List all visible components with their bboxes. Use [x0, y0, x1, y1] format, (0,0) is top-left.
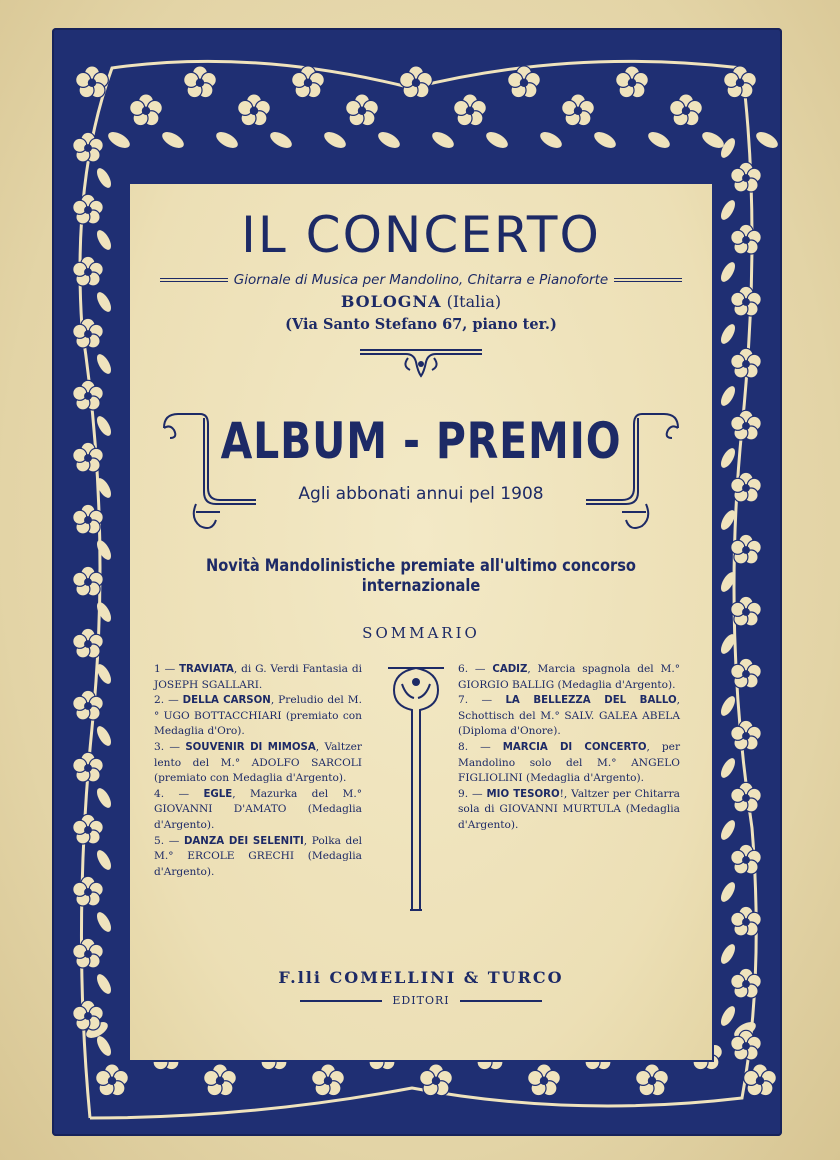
contents-column-right — [458, 662, 680, 834]
entry-number: 1 — — [154, 663, 180, 675]
contents-entry — [154, 834, 362, 881]
entry-description: , Polka del M.° ERCOLE GRECHI (Medaglia d'Argento). — [154, 834, 362, 878]
entry-description: , Valtzer lento del M.° ADOLFO SARCOLI (premiato con Medaglia d'Argento). — [154, 740, 362, 785]
rule-right — [614, 278, 682, 282]
entry-title: DELLA CARSON — [182, 695, 271, 707]
album-premio-block — [160, 408, 682, 538]
column-ornament-icon — [384, 662, 448, 914]
entry-title: LA BELLEZZA DEL BALLO — [505, 695, 677, 707]
entry-number: 7. — — [458, 694, 506, 707]
entry-number: 9. — — [458, 787, 487, 800]
country: (Italia) — [446, 292, 502, 311]
publisher-role-row — [300, 994, 542, 1007]
contents-entry — [154, 787, 362, 834]
contents-entry — [154, 740, 362, 787]
entry-title: DANZA DEI SELENITI — [183, 835, 304, 847]
contents-entry — [458, 662, 680, 693]
city: BOLOGNA — [340, 292, 442, 311]
contents-entry — [154, 693, 362, 740]
album-title: ALBUM - PREMIO — [220, 412, 622, 470]
city-line — [130, 292, 712, 311]
album-subtitle: Agli abbonati annui pel 1908 — [298, 484, 544, 504]
contents-entry — [458, 787, 680, 834]
entry-description: , per Mandolino solo del M.° ANGELO FIGLIOLINI (Medaglia d'Argento). — [458, 740, 681, 785]
entry-number: 3. — — [154, 740, 186, 753]
entry-description: , Schottisch del M.° SALV. GALEA ABELA (Diploma d'Onore). — [458, 694, 680, 738]
page-title: IL CONCERTO — [241, 206, 601, 264]
entry-description: , Preludio del M.° UGO BOTTACCHIARI (premiato con Medaglia d'Oro). — [154, 694, 362, 738]
entry-title: CADIZ — [492, 664, 528, 675]
entry-description: , Marcia spagnola del M.° GIORGIO BALLIG (Medaglia d'Argento). — [458, 663, 681, 691]
entry-title: MIO TESORO — [486, 788, 560, 800]
entry-description: , di G. Verdi Fantasia di JOSEPH SGALLARI. — [154, 663, 362, 691]
entry-description: , Mazurka del M.° GIOVANNI D'AMATO (Medaglia d'Argento). — [154, 787, 362, 831]
cover-panel — [128, 182, 714, 1062]
rule-right — [460, 1000, 542, 1002]
address: (Via Santo Stefano 67, piano ter.) — [285, 316, 557, 333]
entry-number: 8. — — [458, 740, 503, 753]
publisher-name: F.lli COMELLINI & TURCO — [278, 968, 564, 987]
tagline: Novità Mandolinistiche premiate all'ultimo concorso internazionale — [206, 556, 636, 596]
subtitle: Giornale di Musica per Mandolino, Chitarra e Pianoforte — [233, 272, 609, 288]
contents-entry — [154, 662, 362, 693]
rule-left — [160, 278, 228, 282]
entry-title: EGLE — [203, 788, 233, 800]
entry-title: MARCIA DI CONCERTO — [502, 741, 647, 753]
contents-entry — [458, 740, 680, 787]
entry-title: SOUVENIR DI MIMOSA — [185, 741, 316, 753]
sommario-heading: SOMMARIO — [362, 624, 480, 642]
scroll-ornament-icon — [356, 344, 486, 380]
entry-number: 6. — — [458, 663, 493, 675]
entry-number: 4. — — [154, 787, 204, 800]
entry-title: TRAVIATA — [179, 664, 234, 675]
entry-description: !, Valtzer per Chitarra sola di GIOVANNI MURTULA (Medaglia d'Argento). — [458, 787, 680, 831]
contents-entry — [458, 693, 680, 740]
publisher-role: EDITORI — [392, 994, 450, 1007]
entry-number: 2. — — [154, 694, 183, 707]
entry-number: 5. — — [154, 834, 184, 847]
subtitle-row — [160, 272, 682, 288]
contents-column-left — [154, 662, 362, 880]
rule-left — [300, 1000, 382, 1002]
